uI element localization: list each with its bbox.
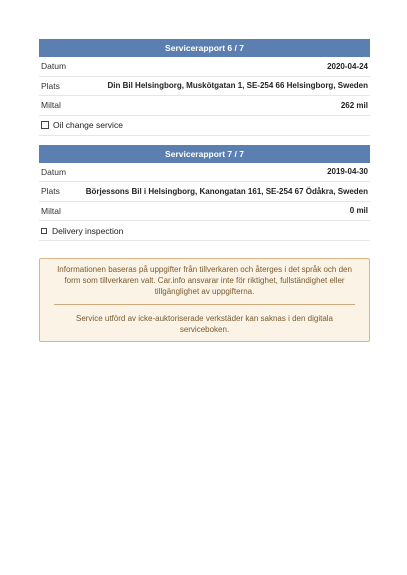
row-label: Datum bbox=[41, 166, 67, 177]
row-value: 2020-04-24 bbox=[327, 61, 368, 71]
service-history-page bbox=[39, 39, 370, 342]
row-value: 0 mil bbox=[349, 206, 368, 216]
row-label: Datum bbox=[41, 61, 67, 72]
checkbox-icon bbox=[41, 228, 47, 234]
row-value: Din Bil Helsingborg, Muskötgatan 1, SE-254 66 Helsingborg, Sweden bbox=[107, 81, 368, 91]
service-item-label: Delivery inspection bbox=[52, 225, 124, 236]
row-label: Plats bbox=[41, 186, 60, 197]
row-value: 2019-04-30 bbox=[327, 167, 368, 177]
checkbox-icon bbox=[41, 121, 49, 129]
disclaimer-text-secondary: Service utförd av icke-auktoriserade verkstäder kan saknas i den digitala serviceboken. bbox=[75, 314, 334, 334]
row-value: Börjessons Bil i Helsingborg, Kanongatan 161, SE-254 67 Ödåkra, Sweden bbox=[85, 186, 368, 196]
disclaimer-notice bbox=[39, 258, 370, 342]
service-report-7 bbox=[39, 145, 370, 242]
report-row-location bbox=[39, 77, 370, 97]
report-row-date bbox=[39, 163, 370, 183]
report-header: Servicerapport 6 / 7 bbox=[39, 39, 370, 57]
row-value: 262 mil bbox=[340, 100, 368, 110]
report-row-location bbox=[39, 182, 370, 202]
service-report-6 bbox=[39, 39, 370, 136]
row-label: Miltal bbox=[41, 205, 61, 216]
service-item-row bbox=[39, 221, 370, 241]
report-row-mileage bbox=[39, 96, 370, 116]
service-item-row bbox=[39, 116, 370, 136]
report-row-date bbox=[39, 57, 370, 77]
report-row-mileage bbox=[39, 202, 370, 222]
notice-divider bbox=[54, 304, 355, 305]
report-header: Servicerapport 7 / 7 bbox=[39, 145, 370, 163]
service-item-label: Oil change service bbox=[53, 120, 123, 130]
disclaimer-text: Informationen baseras på uppgifter från tillverkaren och återges i det språk och den form som tillverkaren valt. Car.info ansvarar inte för riktighet, fullständighet eller tillgänglighet av uppgifterna. bbox=[57, 265, 352, 296]
row-label: Plats bbox=[41, 80, 60, 91]
row-label: Miltal bbox=[41, 100, 61, 111]
